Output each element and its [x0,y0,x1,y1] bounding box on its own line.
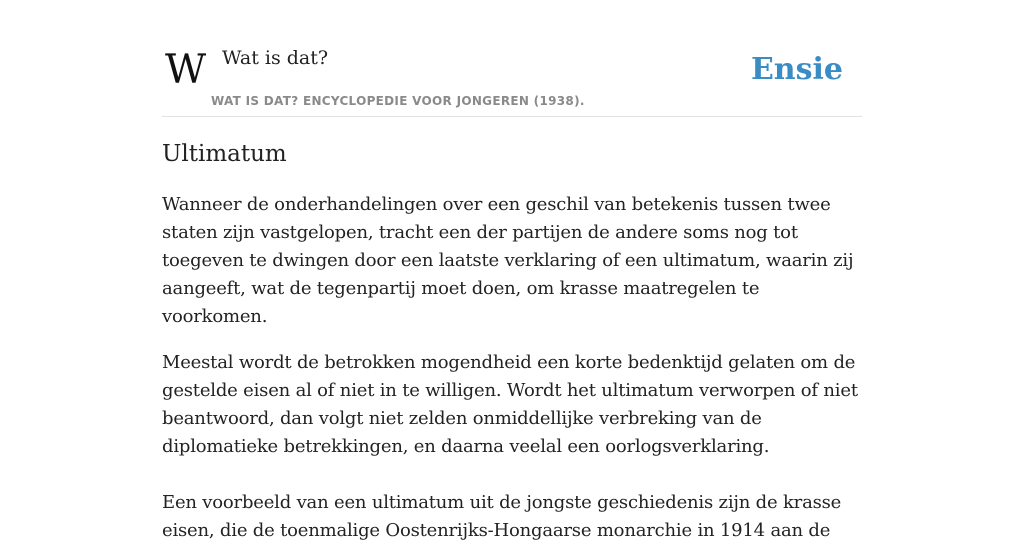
article-paragraph-2: Meestal wordt de betrokken mogendheid een korte bedenktijd gelaten om de gestelde eisen al of niet in te willigen. Wordt het ultimatum verworpen of niet beantwoord, dan volgt niet zelden onmiddellijke verbreking van de diplomatieke betrekkingen, en daarna veelal een oorlogsverklaring. [162,352,858,457]
article-paragraph-3: Een voorbeeld van een ultimatum uit de jongste geschiedenis zijn de krasse eisen, die de toenmalige Oostenrijks-Hongaarse monarchie in 1914 aan de [162,492,842,541]
source-subtitle: WAT IS DAT? ENCYCLOPEDIE VOOR JONGEREN (1938). [211,94,585,108]
source-title: Wat is dat? [222,47,329,69]
article-paragraph-1: Wanneer de onderhandelingen over een geschil van betekenis tussen twee staten zijn vastgelopen, tracht een der partijen de andere soms nog tot toegeven te dwingen door een laatste verklaring of een ultimatum, waarin zij aangeeft, wat de tegenpartij moet doen, om krasse maatregelen te voorkomen. [162,194,854,327]
header [162,0,862,117]
brand-logo-link[interactable]: Ensie [750,52,843,87]
wikipedia-logo-icon[interactable]: W [165,47,207,93]
article-title: Ultimatum [162,141,287,167]
article [162,137,867,545]
